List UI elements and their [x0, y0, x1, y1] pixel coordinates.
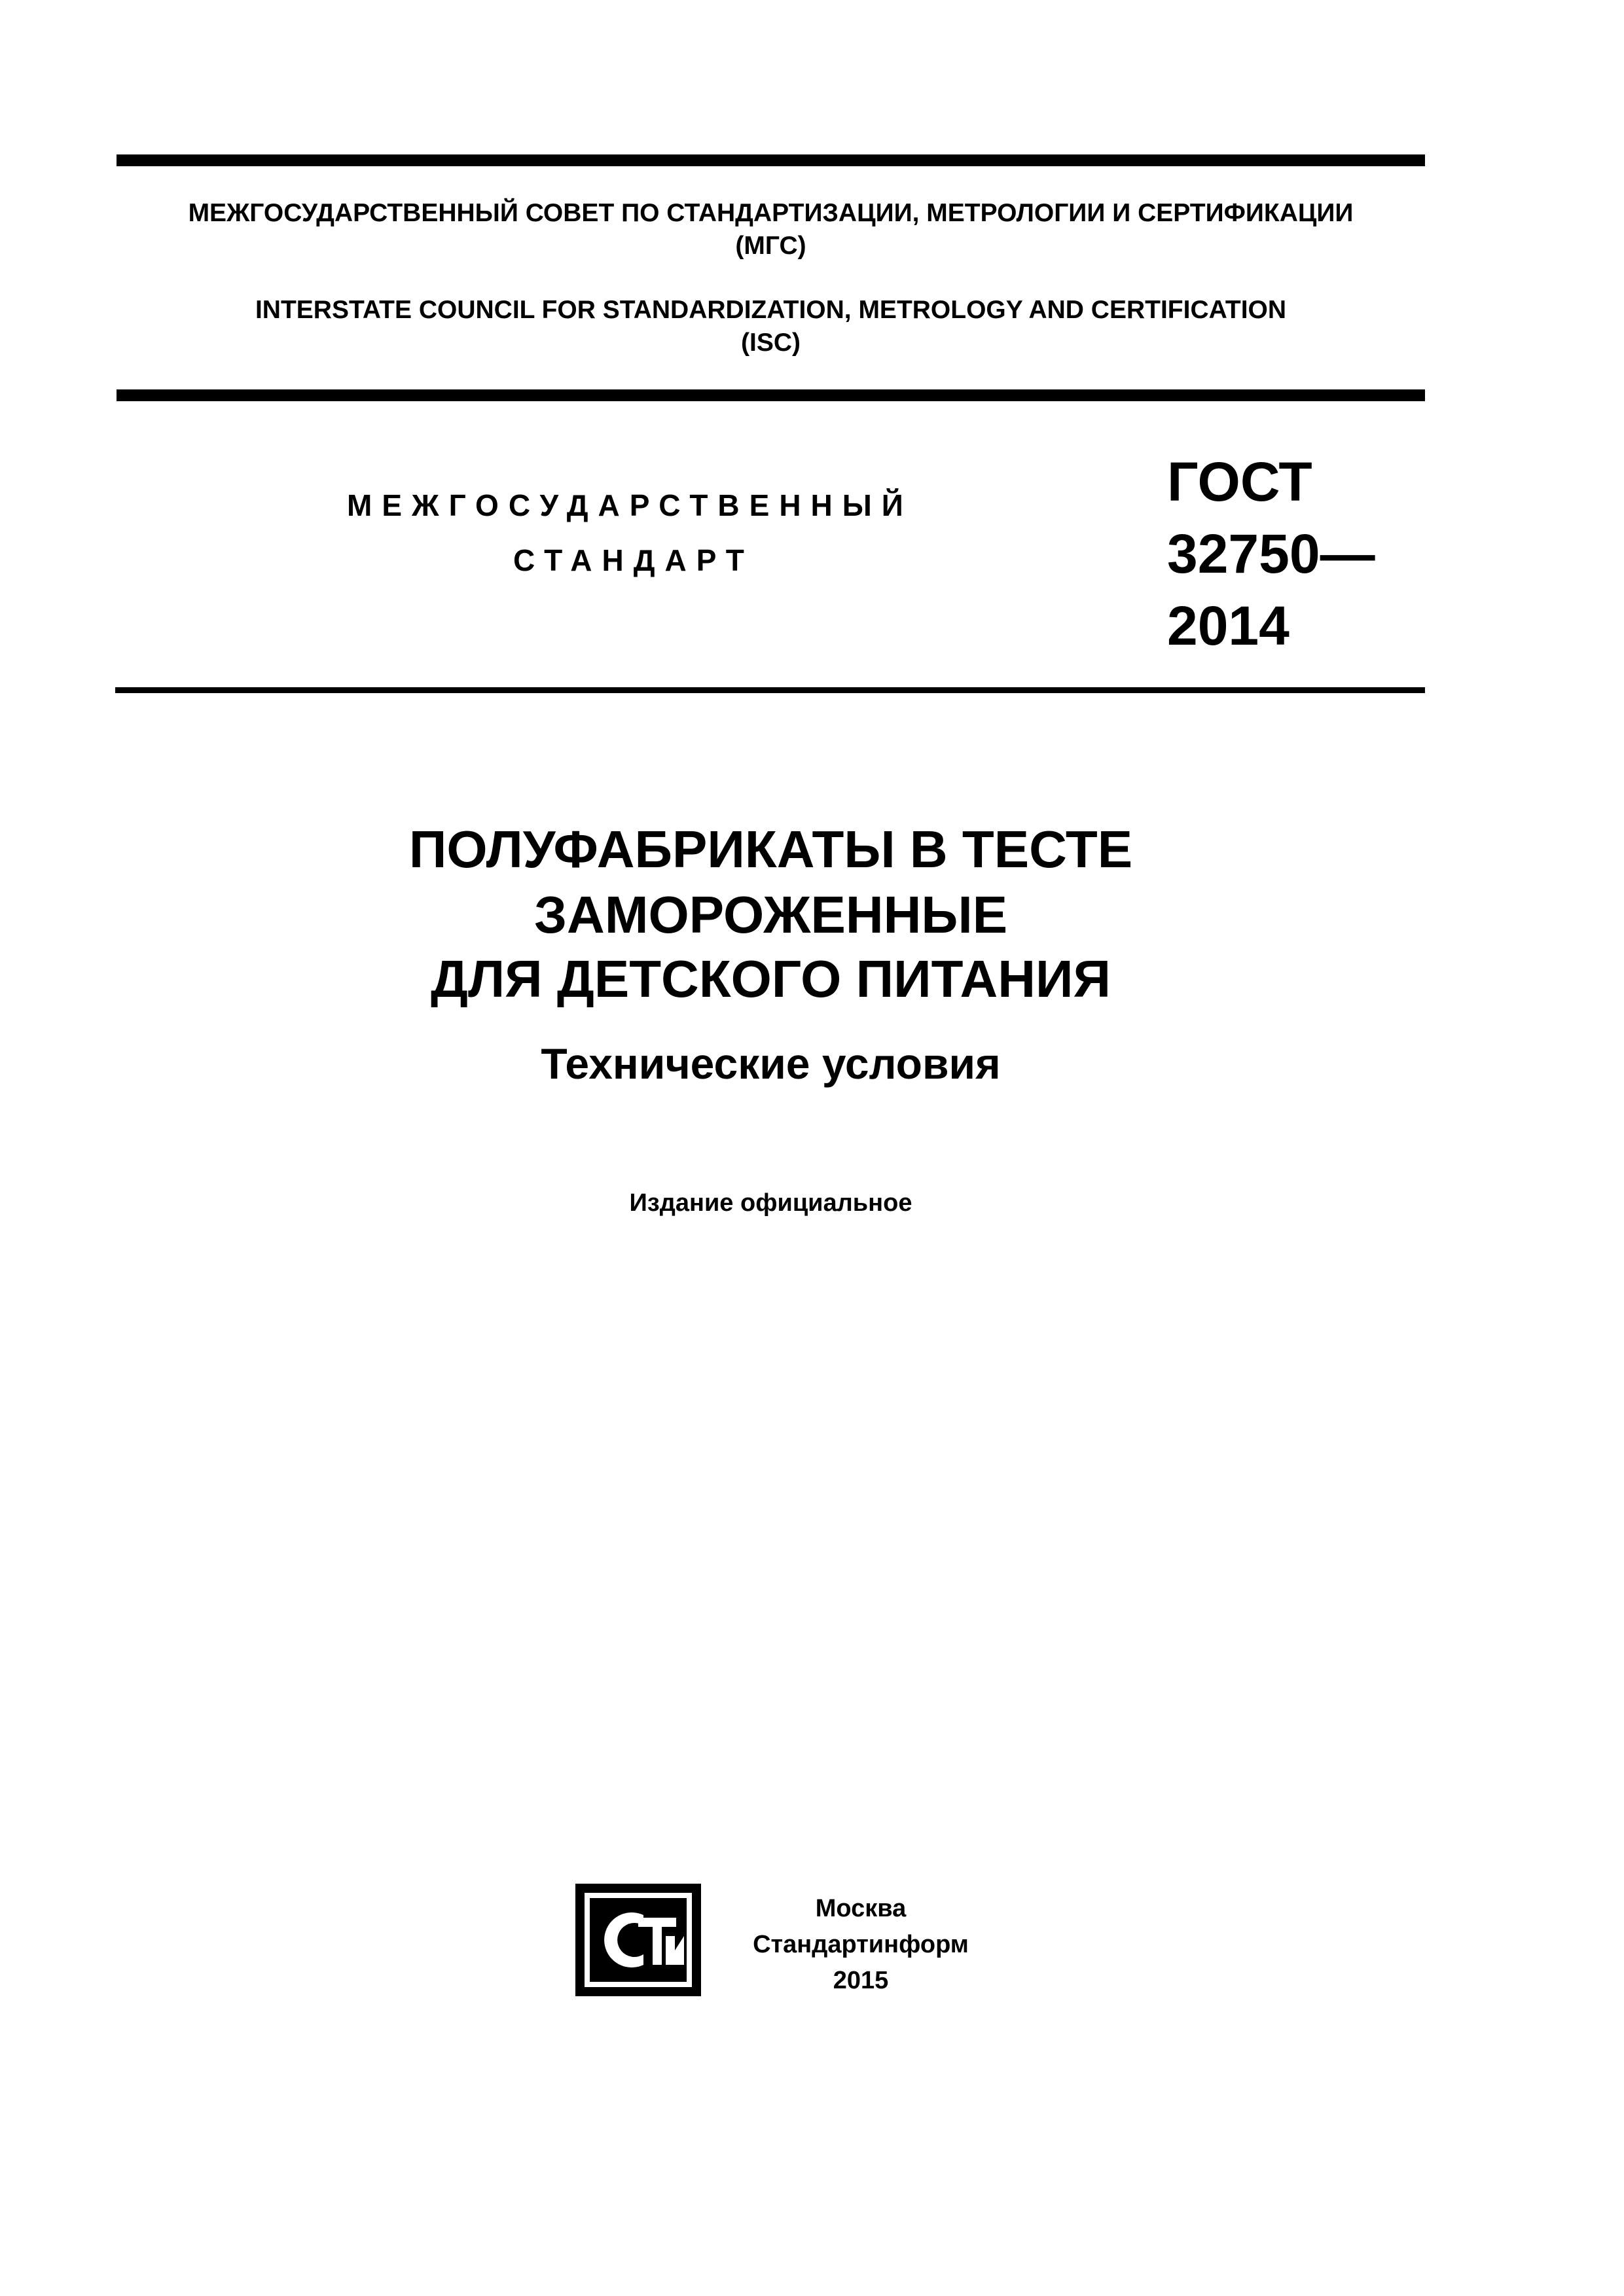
document-title-line3: ДЛЯ ДЕТСКОГО ПИТАНИЯ: [430, 950, 1111, 1008]
council-abbr-ru: (МГС): [735, 232, 806, 260]
document-title-line2: ЗАМОРОЖЕННЫЕ: [533, 886, 1008, 944]
publication-year: 2015: [833, 1967, 889, 1994]
publisher-logo-icon: [575, 1884, 701, 1996]
edition-note: Издание официальное: [629, 1189, 912, 1217]
standard-type-line2: СТАНДАРТ: [513, 543, 754, 577]
publisher-name: Стандартинформ: [753, 1931, 969, 1958]
council-abbr-en: (ISC): [741, 329, 801, 357]
gost-code-label: ГОСТ: [1167, 451, 1312, 512]
gost-code-number: 32750—: [1167, 523, 1375, 584]
document-title-line1: ПОЛУФАБРИКАТЫ В ТЕСТЕ: [408, 820, 1133, 878]
header-bottom-rule: [117, 389, 1425, 401]
council-name-ru: МЕЖГОСУДАРСТВЕННЫЙ СОВЕТ ПО СТАНДАРТИЗАЦИИ, МЕТРОЛОГИИ И СЕРТИФИКАЦИИ: [188, 199, 1354, 227]
designation-bottom-rule: [115, 687, 1425, 693]
top-rule: [117, 154, 1425, 166]
council-name-en: INTERSTATE COUNCIL FOR STANDARDIZATION, METROLOGY AND CERTIFICATION: [255, 296, 1287, 324]
gost-code-year: 2014: [1167, 595, 1290, 656]
standard-type-line1: МЕЖГОСУДАРСТВЕННЫЙ: [347, 488, 913, 522]
document-subtitle: Технические условия: [541, 1039, 1001, 1088]
publisher-city: Москва: [815, 1895, 907, 1922]
